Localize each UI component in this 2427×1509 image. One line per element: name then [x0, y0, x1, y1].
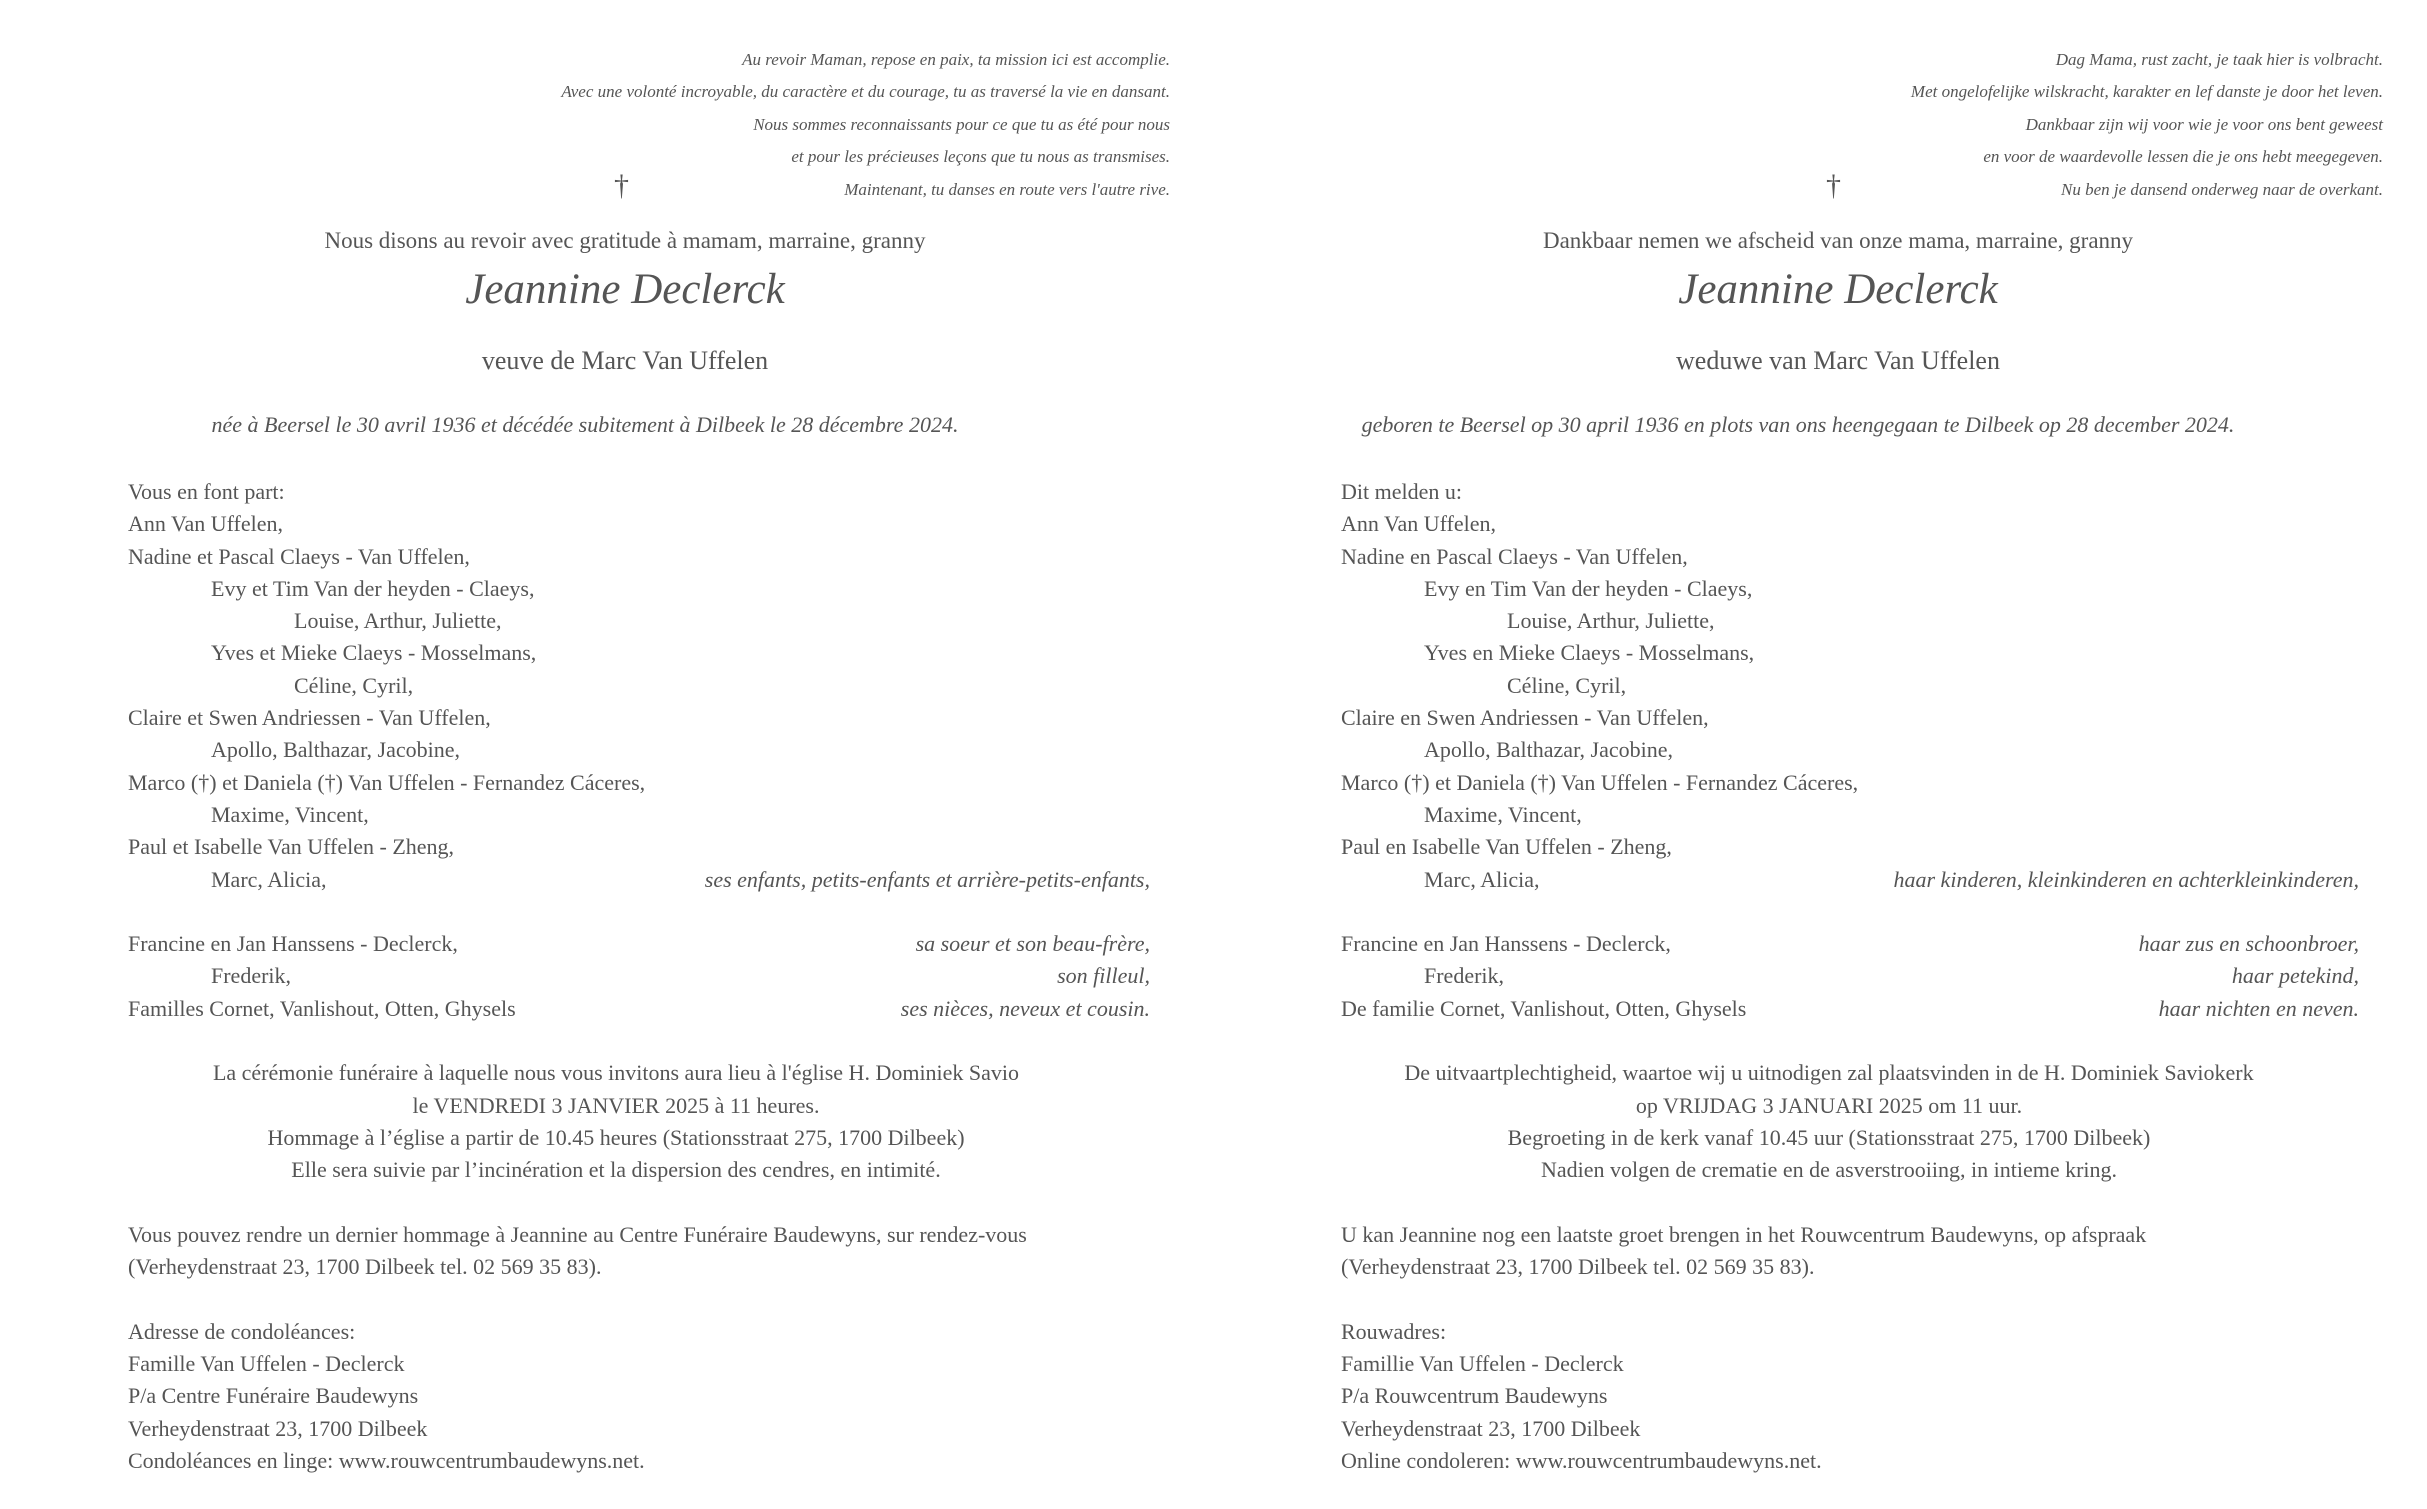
relative-row — [128, 960, 1198, 992]
family-member: Louise, Arthur, Juliette, — [1507, 608, 1715, 634]
address-line: Condoléances en linge: www.rouwcentrumbaudewyns.net. — [128, 1447, 645, 1473]
intro-text: Nous disons au revoir avec gratitude à mamam, marraine, granny — [324, 228, 926, 253]
relative-name: Francine en Jan Hanssens - Declerck, — [128, 931, 458, 957]
relative-relation: sa soeur et son beau-frère, — [915, 931, 1150, 957]
poem — [370, 44, 1170, 206]
family-member: Yves en Mieke Claeys - Mosselmans, — [1424, 640, 1755, 666]
poem-line: Nous sommes reconnaissants pour ce que tu as été pour nous — [753, 114, 1170, 134]
ceremony-line: Elle sera suivie par l’incinération et la dispersion des cendres, en intimité. — [291, 1157, 941, 1183]
family-member: Ann Van Uffelen, — [1341, 511, 1496, 537]
dates-line: geboren te Beersel op 30 april 1936 en plots van ons heengegaan te Dilbeek op 28 december 2024. — [1361, 412, 2235, 437]
relative-relation: son filleul, — [1057, 963, 1150, 989]
poem-line: Au revoir Maman, repose en paix, ta mission ici est accomplie. — [742, 50, 1170, 69]
ceremony-line: op VRIJDAG 3 JANUARI 2025 om 11 uur. — [1635, 1092, 2023, 1118]
announce-heading: Vous en font part: — [128, 479, 285, 504]
poem-line: Maintenant, tu danses en route vers l'autre rive. — [844, 179, 1170, 199]
relative-name: Frederik, — [211, 963, 292, 989]
family-member: Apollo, Balthazar, Jacobine, — [1424, 737, 1673, 763]
relative-name: Frederik, — [1424, 963, 1505, 989]
ceremony-line: Hommage à l’église a partir de 10.45 heures (Stationsstraat 275, 1700 Dilbeek) — [267, 1124, 965, 1150]
family-member: Nadine en Pascal Claeys - Van Uffelen, — [1341, 543, 1688, 569]
poem-line: Dankbaar zijn wij voor wie je voor ons bent geweest — [2025, 114, 2383, 134]
relative-relation: haar petekind, — [2231, 963, 2359, 989]
spouse-line: weduwe van Marc Van Uffelen — [1676, 346, 2000, 375]
relative-relation: haar nichten en neven. — [2158, 995, 2359, 1021]
ceremony-line: le VENDREDI 3 JANVIER 2025 à 11 heures. — [412, 1092, 820, 1118]
visit-line: Vous pouvez rendre un dernier hommage à Jeannine au Centre Funéraire Baudewyns, sur rendez-vous — [128, 1221, 1027, 1247]
family-member: Louise, Arthur, Juliette, — [294, 608, 502, 634]
relative-row — [128, 928, 1198, 960]
family-member: Céline, Cyril, — [294, 672, 414, 698]
address-line: Rouwadres: — [1341, 1318, 1447, 1344]
dutch-column — [1213, 0, 2426, 1509]
poem-line: Nu ben je dansend onderweg naar de overkant. — [2061, 179, 2383, 199]
poem-line: Avec une volonté incroyable, du caractère et du courage, tu as traversé la vie en dansant. — [561, 82, 1170, 102]
family-member: Ann Van Uffelen, — [128, 511, 283, 537]
ceremony-line: Begroeting in de kerk vanaf 10.45 uur (Stationsstraat 275, 1700 Dilbeek) — [1507, 1124, 2151, 1150]
family-member: Maxime, Vincent, — [211, 801, 369, 827]
poem-line: Dag Mama, rust zacht, je taak hier is volbracht. — [2055, 50, 2383, 69]
address-line: Famillie Van Uffelen - Declerck — [1341, 1351, 1624, 1377]
family-member: Paul en Isabelle Van Uffelen - Zheng, — [1341, 834, 1672, 860]
family-member: Marco (†) et Daniela (†) Van Uffelen - Fernandez Cáceres, — [128, 769, 646, 795]
relative-row — [1341, 928, 2411, 960]
family-member: Marc, Alicia, — [1424, 866, 1540, 892]
deceased-name: Jeannine Declerck — [465, 266, 785, 313]
family-member: Claire et Swen Andriessen - Van Uffelen, — [128, 705, 491, 731]
address-line: P/a Centre Funéraire Baudewyns — [128, 1383, 419, 1409]
family-member: Maxime, Vincent, — [1424, 801, 1582, 827]
address-line: Verheydenstraat 23, 1700 Dilbeek — [1341, 1415, 1641, 1441]
notice-body — [128, 476, 1198, 1477]
announce-heading: Dit melden u: — [1341, 479, 1462, 504]
family-member: Claire en Swen Andriessen - Van Uffelen, — [1341, 705, 1709, 731]
family-member: Nadine et Pascal Claeys - Van Uffelen, — [128, 543, 470, 569]
family-row — [128, 864, 1198, 896]
poem-line: en voor de waardevolle lessen die je ons hebt meegegeven. — [1983, 147, 2383, 167]
ceremony-line: De uitvaartplechtigheid, waartoe wij u uitnodigen zal plaatsvinden in de H. Dominiek Saviokerk — [1404, 1060, 2254, 1086]
poem-line: Met ongelofelijke wilskracht, karakter en lef danste je door het leven. — [1910, 82, 2383, 102]
relative-name: De familie Cornet, Vanlishout, Otten, Ghysels — [1341, 995, 1747, 1021]
visit-line: (Verheydenstraat 23, 1700 Dilbeek tel. 02 569 35 83). — [1341, 1254, 1815, 1280]
poem — [1583, 44, 2383, 206]
relative-relation: haar zus en schoonbroer, — [2138, 931, 2359, 957]
family-relation: haar kinderen, kleinkinderen en achterkleinkinderen, — [1893, 866, 2359, 892]
ceremony-line: Nadien volgen de crematie en de asverstrooiing, in intieme kring. — [1540, 1157, 2118, 1183]
relative-relation: ses nièces, neveux et cousin. — [900, 995, 1150, 1021]
address-line: Online condoleren: www.rouwcentrumbaudewyns.net. — [1341, 1447, 1822, 1473]
family-member: Paul et Isabelle Van Uffelen - Zheng, — [128, 834, 455, 860]
family-member: Marco (†) et Daniela (†) Van Uffelen - Fernandez Cáceres, — [1341, 769, 1859, 795]
family-member: Apollo, Balthazar, Jacobine, — [211, 737, 460, 763]
relative-name: Francine en Jan Hanssens - Declerck, — [1341, 931, 1671, 957]
relative-name: Familles Cornet, Vanlishout, Otten, Ghysels — [128, 995, 516, 1021]
family-relation: ses enfants, petits-enfants et arrière-petits-enfants, — [704, 866, 1150, 892]
ceremony-line: La cérémonie funéraire à laquelle nous vous invitons aura lieu à l'église H. Dominiek Savio — [212, 1060, 1020, 1086]
family-member: Marc, Alicia, — [211, 866, 327, 892]
relative-row — [1341, 960, 2411, 992]
relative-row — [1341, 993, 2411, 1025]
family-member: Yves et Mieke Claeys - Mosselmans, — [211, 640, 537, 666]
cross-icon: † — [1826, 169, 1841, 202]
family-member: Evy et Tim Van der heyden - Claeys, — [211, 575, 535, 601]
family-member: Evy en Tim Van der heyden - Claeys, — [1424, 575, 1753, 601]
french-column — [0, 0, 1213, 1509]
dates-line: née à Beersel le 30 avril 1936 et décédée subitement à Dilbeek le 28 décembre 2024. — [211, 412, 959, 437]
visit-line: (Verheydenstraat 23, 1700 Dilbeek tel. 02 569 35 83). — [128, 1254, 602, 1280]
deceased-name: Jeannine Declerck — [1678, 266, 1998, 313]
poem-line: et pour les précieuses leçons que tu nous as transmises. — [791, 147, 1170, 167]
relative-row — [128, 993, 1198, 1025]
address-line: Adresse de condoléances: — [128, 1318, 356, 1344]
family-row — [1341, 864, 2411, 896]
intro-text: Dankbaar nemen we afscheid van onze mama, marraine, granny — [1542, 228, 2134, 253]
family-member: Céline, Cyril, — [1507, 672, 1627, 698]
address-line: P/a Rouwcentrum Baudewyns — [1341, 1383, 1608, 1409]
address-line: Famille Van Uffelen - Declerck — [128, 1351, 405, 1377]
spouse-line: veuve de Marc Van Uffelen — [481, 346, 769, 375]
visit-line: U kan Jeannine nog een laatste groet brengen in het Rouwcentrum Baudewyns, op afspraak — [1341, 1221, 2147, 1247]
address-line: Verheydenstraat 23, 1700 Dilbeek — [128, 1415, 428, 1441]
notice-body — [1341, 476, 2411, 1477]
cross-icon: † — [614, 169, 629, 202]
